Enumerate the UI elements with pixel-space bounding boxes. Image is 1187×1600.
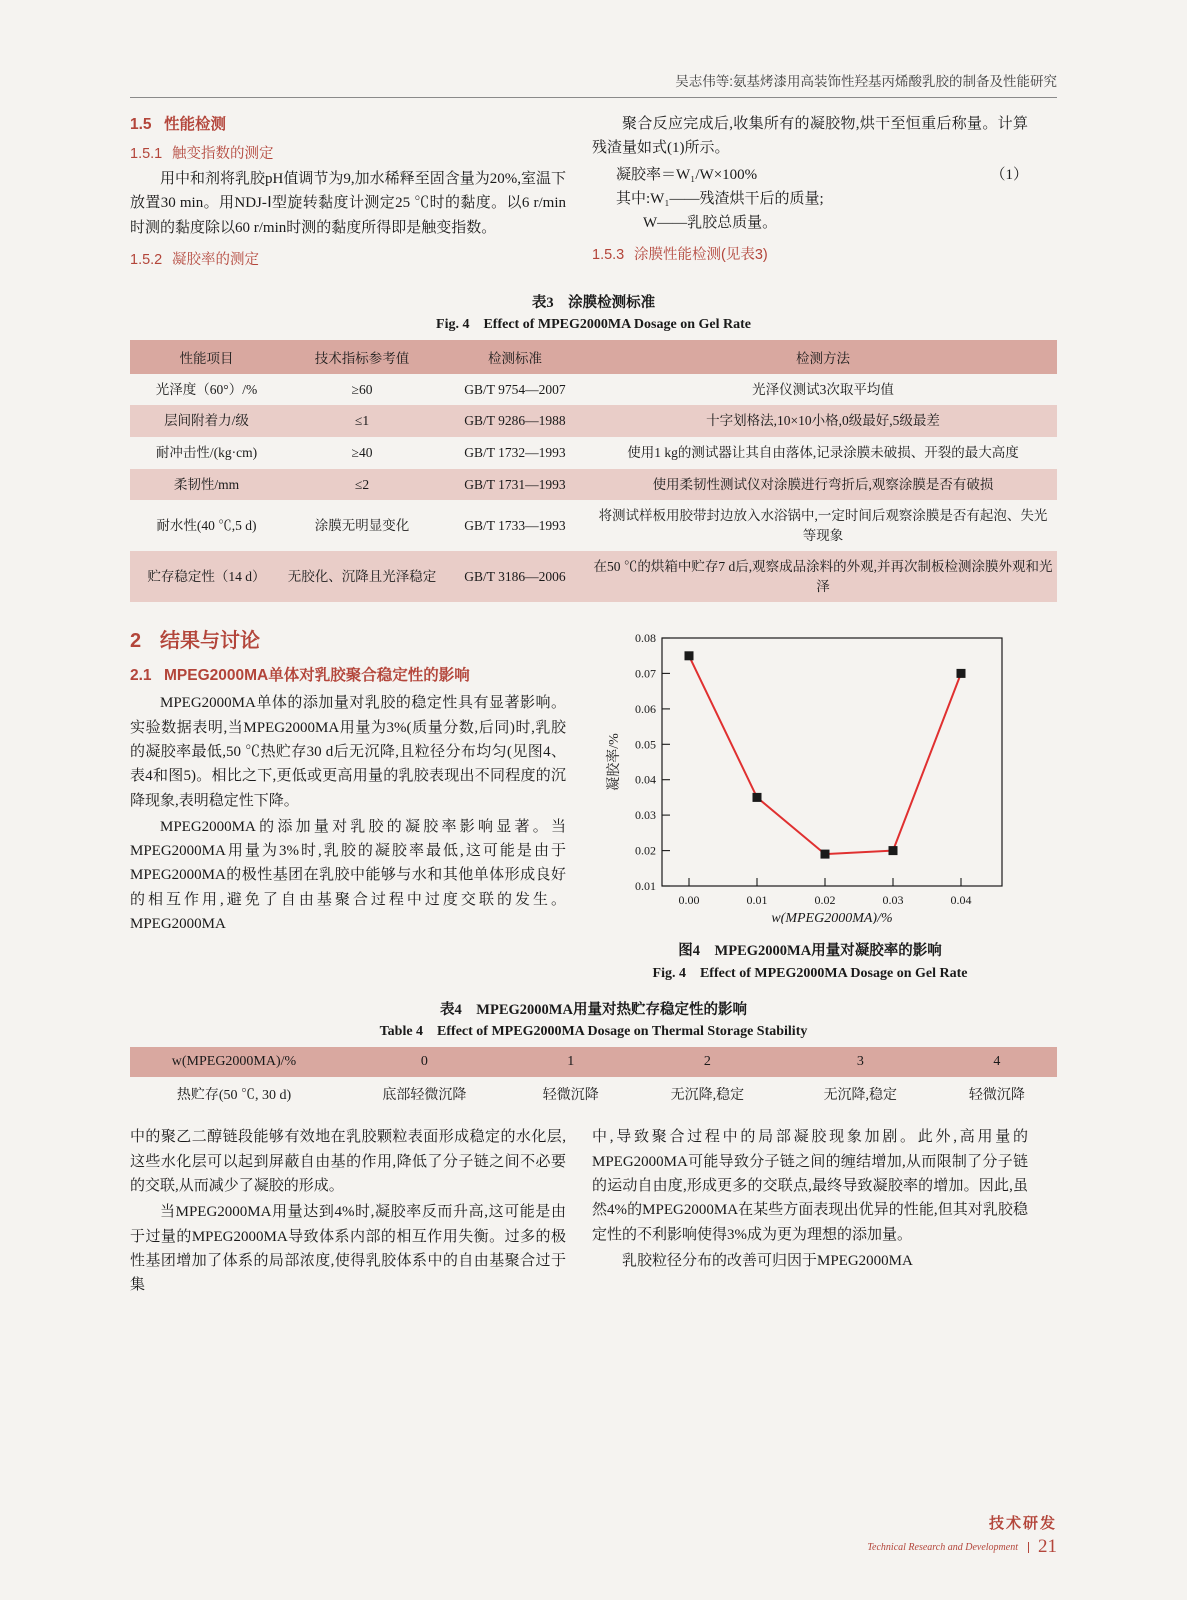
table4-cell: 轻微沉降 xyxy=(968,1088,1025,1104)
section-2-title: 结果与讨论 xyxy=(160,630,260,653)
section-1-5-2-number: 1.5.2 xyxy=(130,251,163,268)
table3-cell: 耐水性(40 ℃,5 d) xyxy=(156,517,257,533)
table4 xyxy=(130,1047,1057,1111)
chart-x-tick-label: 0.01 xyxy=(746,893,768,908)
section-1-5-1-heading xyxy=(130,142,566,163)
section-1-5-1-number: 1.5.1 xyxy=(130,146,163,162)
chart-x-axis-label: w(MPEG2000MA)/% xyxy=(771,911,893,925)
table3-cell: GB/T 1733—1993 xyxy=(464,517,566,533)
chart-y-tick-label: 0.05 xyxy=(635,737,656,752)
section-1-5-2-heading xyxy=(130,248,566,269)
table3-cell: GB/T 9286—1988 xyxy=(441,405,589,437)
footer-section-en: Technical Research and Development xyxy=(867,1542,1029,1553)
bottom-left-para-1: 中的聚乙二醇链段能够有效地在乳胶颗粒表面形成稳定的水化层,这些水化层可以起到屏蔽自由基的作用,降低了分子链之间不必要的交联,从而减少了凝胶的形成。 xyxy=(130,1129,566,1194)
table3-cell: ≤2 xyxy=(283,469,441,501)
section-2-heading xyxy=(130,624,566,653)
footer-bottom-row xyxy=(867,1536,1057,1558)
table3-cell: 光泽度（60°）/% xyxy=(155,381,258,397)
table-row xyxy=(130,551,1057,602)
table4-cell: 无沉降,稳定 xyxy=(823,1088,898,1104)
table3-cell: 柔韧性/mm xyxy=(130,469,283,501)
table3-cell: 涂膜无明显变化 xyxy=(314,517,410,533)
table3-cell: GB/T 9754—2007 xyxy=(464,381,566,397)
table3-cell: 十字划格法,10×10小格,0级最好,5级最差 xyxy=(589,405,1057,437)
chart-y-tick-label: 0.03 xyxy=(635,808,656,823)
table3-header-cell: 性能项目 xyxy=(130,340,283,374)
chart-y-tick-label: 0.07 xyxy=(635,666,656,681)
left-column-top xyxy=(130,112,566,273)
table3-header-cell: 技术指标参考值 xyxy=(283,340,441,374)
table3-caption-en: Fig. 4 Effect of MPEG2000MA Dosage on Gel Rate xyxy=(436,316,751,332)
chart-y-tick-label: 0.06 xyxy=(635,702,656,717)
table4-caption-en: Table 4 Effect of MPEG2000MA Dosage on Thermal Storage Stability xyxy=(379,1024,808,1040)
table-row xyxy=(130,469,1057,501)
chart-x-tick-label: 0.00 xyxy=(678,893,700,908)
table3-cell: 无胶化、沉降且光泽稳定 xyxy=(283,551,441,602)
equation-where-1: 其中:W₁——残渣烘干后的质量; xyxy=(616,190,824,207)
bottom-right-para-1: 中,导致聚合过程中的局部凝胶现象加剧。此外,高用量的MPEG2000MA可能导致分子链之间的缠结增加,从而限制了分子链的运动自由度,形成更多的交联点,最终导致凝胶率的增加。因此,虽然4%的MPEG2000MA在某些方面表现出优异的性能,但其对乳胶稳定性的不利影响使得3%成为更为理想的添加量。 xyxy=(592,1129,1028,1243)
table-row xyxy=(130,1077,1057,1111)
table-row xyxy=(130,374,1057,406)
bottom-left-column xyxy=(130,1125,566,1299)
section-2-1-para-2: MPEG2000MA的添加量对乳胶的凝胶率影响显著。当MPEG2000MA用量为3%时,乳胶的凝胶率最低,这可能是由于MPEG2000MA的极性基团在乳胶中能够与水和其他单体形成良好的相互作用,避免了自由基聚合过程中过度交联的发生。MPEG2000MA xyxy=(130,818,566,933)
table3-cell: GB/T 1731—1993 xyxy=(441,469,589,501)
bottom-right-column xyxy=(592,1125,1028,1299)
chart-data-point xyxy=(753,793,762,802)
equation-number: （1） xyxy=(990,166,1028,183)
page-footer xyxy=(867,1512,1057,1558)
figure-4-caption-cn: 图4 MPEG2000MA用量对凝胶率的影响 xyxy=(678,943,942,960)
section-1-5-1-title: 触变指数的测定 xyxy=(172,146,274,162)
table3-caption-cn: 表3 涂膜检测标准 xyxy=(531,294,656,311)
table3 xyxy=(130,340,1057,603)
table4-cell: 无沉降,稳定 xyxy=(670,1088,745,1104)
gel-rate-paragraph: 聚合反应完成后,收集所有的凝胶物,烘干至恒重后称量。计算残渣量如式(1)所示。 xyxy=(592,116,1028,157)
table3-cell: 使用1 kg的测试器让其自由落体,记录涂膜未破损、开裂的最大高度 xyxy=(627,445,1019,461)
table4-header-row xyxy=(130,1047,1057,1077)
page-content xyxy=(130,70,1057,1540)
table3-cell: 光泽仪测试3次取平均值 xyxy=(752,381,894,397)
table3-header-cell: 检测方法 xyxy=(589,340,1057,374)
section-1-5-1-body: 用中和剂将乳胶pH值调节为9,加水稀释至固含量为20%,室温下放置30 min。用NDJ-Ⅰ型旋转黏度计测定25 ℃时的黏度。以6 r/min时测的黏度除以60 r/min时测的黏度所得即是触变指数。 xyxy=(130,171,566,236)
section-2-number: 2 xyxy=(130,630,142,653)
table4-header-cell: 0 xyxy=(338,1047,511,1077)
section-2-1-number: 2.1 xyxy=(130,667,152,685)
table3-cell: GB/T 3186—2006 xyxy=(441,551,589,602)
table3-cell: GB/T 1732—1993 xyxy=(464,445,566,461)
table3-cell: 在50 ℃的烘箱中贮存7 d后,观察成品涂料的外观,并再次制板检测涂膜外观和光泽 xyxy=(589,551,1057,602)
chart-data-point xyxy=(821,850,830,859)
section-2-1-heading xyxy=(130,663,566,685)
chart-x-axis xyxy=(679,878,972,907)
table3-cell: 使用柔韧性测试仪对涂膜进行弯折后,观察涂膜是否有破损 xyxy=(589,469,1057,501)
chart-plot-frame xyxy=(662,638,1002,886)
section-1-5-number: 1.5 xyxy=(130,116,152,133)
top-columns xyxy=(130,112,1057,273)
page-number: 21 xyxy=(1038,1536,1057,1557)
chart-y-tick-label: 0.02 xyxy=(635,843,656,858)
table4-header-cell: 2 xyxy=(631,1047,784,1077)
table3-cell: ≥60 xyxy=(351,381,373,397)
chart-y-tick-label: 0.04 xyxy=(635,773,656,788)
bottom-right-para-2: 乳胶粒径分布的改善可归因于MPEG2000MA xyxy=(622,1252,913,1269)
table4-block xyxy=(130,998,1057,1111)
section-1-5-heading xyxy=(130,112,566,134)
chart-y-tick-label: 0.01 xyxy=(635,879,656,894)
section-1-5-3-heading xyxy=(592,243,1028,264)
running-head: 吴志伟等:氨基烤漆用高装饰性羟基丙烯酸乳胶的制备及性能研究 xyxy=(675,74,1057,89)
table3-cell: 层间附着力/级 xyxy=(130,405,283,437)
chart-x-tick-label: 0.02 xyxy=(814,893,836,908)
section-1-5-2-title: 凝胶率的测定 xyxy=(172,251,259,268)
section-1-5-title: 性能检测 xyxy=(164,116,227,133)
table3-header-row xyxy=(130,340,1057,374)
chart-data-markers xyxy=(685,652,966,859)
equation-text: 凝胶率＝W₁/W×100% xyxy=(616,166,758,183)
table3-cell: 将测试样板用胶带封边放入水浴锅中,一定时间后观察涂膜是否有起泡、失光等现象 xyxy=(598,508,1048,543)
table4-header-cell: 3 xyxy=(784,1047,937,1077)
bottom-left-para-2: 当MPEG2000MA用量达到4%时,凝胶率反而升高,这可能是由于过量的MPEG2000MA导致体系内部的相互作用失衡。过多的极性基团增加了体系的局部浓度,使得乳胶体系中的自由基聚合过于集 xyxy=(130,1204,566,1294)
chart-y-tick-label: 0.08 xyxy=(635,631,656,646)
results-columns xyxy=(130,624,1057,982)
table4-header-label: w(MPEG2000MA)/% xyxy=(130,1047,338,1077)
table-row xyxy=(130,437,1057,469)
table3-cell: ≥40 xyxy=(351,445,373,461)
right-column-top xyxy=(592,112,1028,273)
table3-cell: 贮存稳定性（14 d） xyxy=(130,551,283,602)
table-row xyxy=(130,405,1057,437)
section-1-5-3-number: 1.5.3 xyxy=(592,247,625,264)
table3-block xyxy=(130,291,1057,603)
gel-rate-equation xyxy=(592,163,1028,187)
table3-cell: 耐冲击性/(kg·cm) xyxy=(155,445,258,461)
chart-x-tick-label: 0.04 xyxy=(950,893,972,908)
chart-data-point xyxy=(957,669,966,678)
chart-y-axis-label: 凝胶率/% xyxy=(607,733,622,792)
table-row xyxy=(130,500,1057,551)
table4-row-label: 热贮存(50 ℃, 30 d) xyxy=(176,1088,292,1104)
header-divider xyxy=(130,97,1057,98)
chart-series-line xyxy=(689,656,961,854)
footer-section-cn: 技术研发 xyxy=(988,1515,1057,1532)
chart-data-point xyxy=(685,652,694,661)
equation-where-2: W——乳胶总质量。 xyxy=(643,215,778,232)
figure-4-caption-en: Fig. 4 Effect of MPEG2000MA Dosage on Gel Rate xyxy=(652,966,968,982)
chart-y-axis xyxy=(635,631,670,893)
chart-data-point xyxy=(889,846,898,855)
table4-cell: 底部轻微沉降 xyxy=(382,1088,467,1104)
section-2-1-title: MPEG2000MA单体对乳胶聚合稳定性的影响 xyxy=(164,667,470,685)
table4-cell: 轻微沉降 xyxy=(542,1088,599,1104)
table4-caption-cn: 表4 MPEG2000MA用量对热贮存稳定性的影响 xyxy=(440,1002,747,1019)
bottom-columns xyxy=(130,1125,1057,1299)
section-2-1-para-1: MPEG2000MA单体的添加量对乳胶的稳定性具有显著影响。实验数据表明,当MPEG2000MA用量为3%(质量分数,后同)时,乳胶的凝胶率最低,50 ℃热贮存30 d后无沉降,且粒径分布均匀(见图4、表4和图5)。相比之下,更低或更高用量的乳胶表现出不同程度的沉降现象,表明稳定性下降。 xyxy=(130,695,566,809)
results-text-column xyxy=(130,624,566,982)
table4-header-cell: 1 xyxy=(511,1047,631,1077)
gel-rate-line-chart xyxy=(592,624,1028,924)
section-1-5-3-title: 涂膜性能检测(见表3) xyxy=(634,247,768,264)
chart-x-tick-label: 0.03 xyxy=(882,893,904,908)
table4-header-cell: 4 xyxy=(937,1047,1057,1077)
table3-header-cell: 检测标准 xyxy=(441,340,589,374)
table3-cell: ≤1 xyxy=(283,405,441,437)
figure-4-block xyxy=(592,624,1028,982)
